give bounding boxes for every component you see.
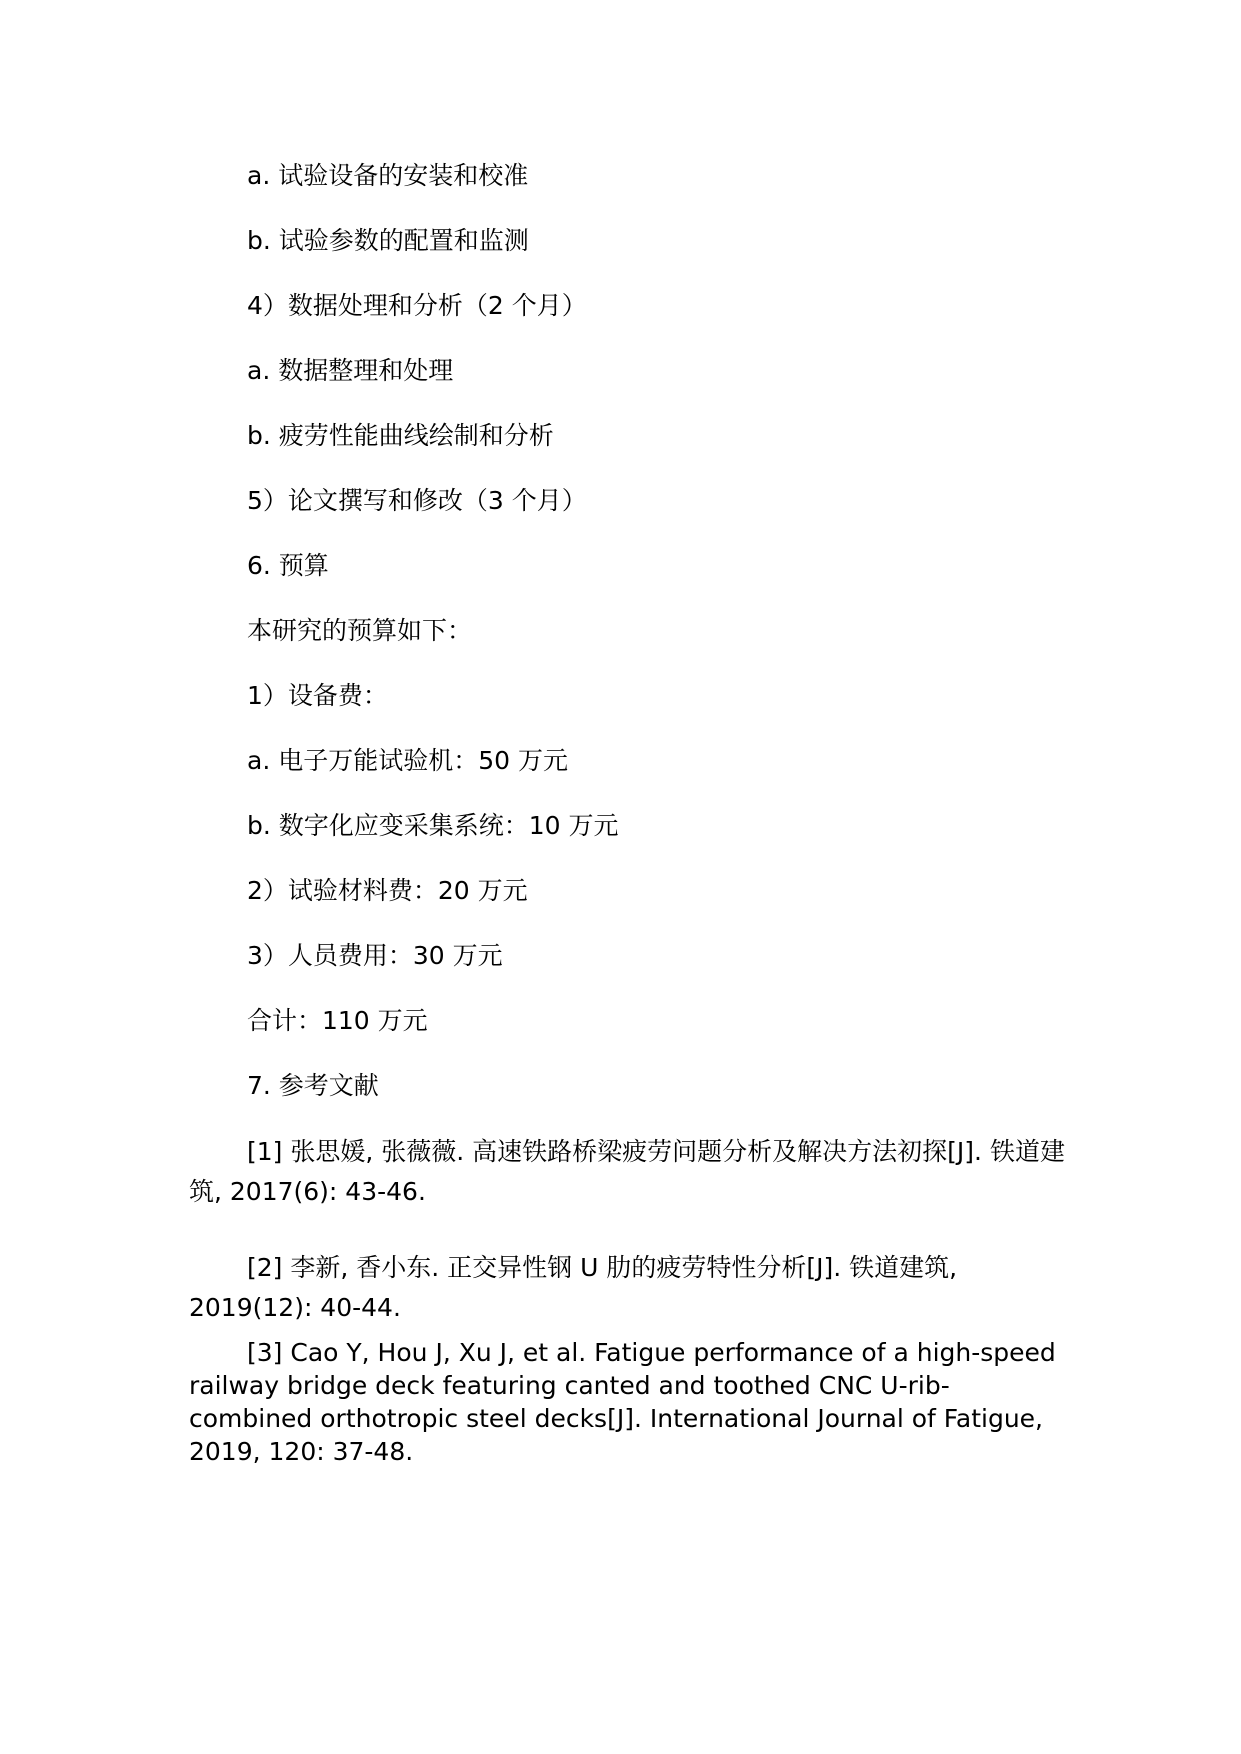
budget-item-personnel: 3）人员费用：30 万元: [247, 941, 503, 970]
reference-text: 张思媛, 张薇薇. 高速铁路桥梁疲劳问题分析及解决方法初探[J]. 铁道建筑, 2017(6): 43-46.: [189, 1137, 1065, 1206]
section-heading-references: 7. 参考文献: [247, 1071, 379, 1100]
budget-item-materials: 2）试验材料费：20 万元: [247, 876, 528, 905]
list-item-fatigue-curve: b. 疲劳性能曲线绘制和分析: [247, 421, 554, 450]
reference-item: [189, 1132, 1069, 1212]
budget-intro: 本研究的预算如下：: [247, 616, 473, 645]
reference-number: [3]: [247, 1338, 283, 1367]
list-item-equipment-install: a. 试验设备的安装和校准: [247, 161, 529, 190]
reference-number: [2]: [247, 1253, 283, 1282]
list-item-data-processing: 4）数据处理和分析（2 个月）: [247, 291, 587, 320]
list-item-parameter-config: b. 试验参数的配置和监测: [247, 226, 529, 255]
list-item-data-organize: a. 数据整理和处理: [247, 356, 454, 385]
budget-item-equipment: 1）设备费：: [247, 681, 388, 710]
reference-number: [1]: [247, 1137, 283, 1166]
budget-item-strain-system: b. 数字化应变采集系统：10 万元: [247, 811, 619, 840]
section-heading-budget: 6. 预算: [247, 551, 329, 580]
list-item-thesis-writing: 5）论文撰写和修改（3 个月）: [247, 486, 587, 515]
budget-total: 合计：110 万元: [247, 1006, 428, 1035]
budget-item-testing-machine: a. 电子万能试验机：50 万元: [247, 746, 568, 775]
reference-text: 李新, 香小东. 正交异性钢 U 肋的疲劳特性分析[J]. 铁道建筑, 2019(12): 40-44.: [189, 1253, 958, 1322]
reference-item: [189, 1336, 1069, 1468]
reference-text: Cao Y, Hou J, Xu J, et al. Fatigue performance of a high-speed railway bridge deck featuring canted and toothed CNC U-rib-combined orthotropic steel decks[J]. International Journal of Fatigue, 2019, 120: 37-48.: [189, 1338, 1056, 1466]
reference-item: [189, 1248, 1069, 1328]
